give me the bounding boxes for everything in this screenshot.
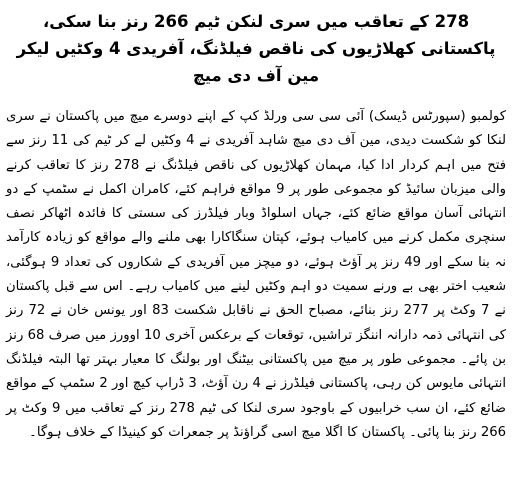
article-body: کولمبو (سپورٹس ڈیسک) آئی سی سی ورلڈ کپ کے اپنے دوسرے میچ میں پاکستان نے سری لنکا کو شکست دیدی، مین آف دی میچ شاہد آفریدی نے 4 وکٹیں لے کر ٹیم کی 11 رنز سے فتح میں اہم کردار ادا کیا، مہمان کھلاڑیوں کی ناقص فیلڈنگ نے 278 رنز کا تعاقب کرنے والی میزبان سائیڈ کو مجموعی طور پر 9 مواقع فراہم کئے، کامران اکمل نے سٹمپ کے دو انتہائی آسان مواقع ضائع کئے، جہاں اسلواڈ وبار فیلڈرز کی سستی کا فائدہ اٹھاکر نصف سنچری مکمل کرنے میں کامیاب ہوئے، کپتان سنگاکارا بھی ملنے والے مواقع کو زیادہ کارآمد نہ بنا سکے اور 49 رنز پر آؤٹ ہوئے، دو میچز میں آفریدی کے شکاروں کی تعداد 9 ہوگئی، شعیب اختر بھی بے ورنے سمیت دو اہم وکٹیں لینے میں کامیاب رہے۔ اس سے قبل پاکستان نے 7 وکٹ پر 277 رنز بنائے، مصباح الحق نے ناقابل شکست 83 اور یونس خان نے 72 رنز کی انتہائی ذمہ دارانہ اننگز تراشیں، توقعات کے برعکس آخری 10 اوورز میں صرف 68 رنز بن پائے۔ مجموعی طور پر میچ میں پاکستانی بیٹنگ اور بولنگ کا معیار بہتر تھا البتہ فیلڈنگ انتہائی مایوس کن رہی، پاکستانی فیلڈرز نے 4 رن آؤٹ، 3 ڈراپ کیچ اور 2 سٹمپ کے مواقع ضائع کئے، ان سب خرابیوں کے باوجود سری لنکا کی ٹیم 278 رنز کے تعاقب میں 9 وکٹ پر 266 رنز بنا پائی۔ پاکستان کا اگلا میچ اسی گراؤنڈ پر جمعرات کو کینیڈا کے خلاف ہوگا۔ [6,109,507,440]
headline: 278 کے تعاقب میں سری لنکن ٹیم 266 رنز بنا سکی، پاکستانی کھلاڑیوں کی ناقص فیلڈنگ، آفریدی 4 وکٹیں لیکر مین آف دی میچ [16,12,496,85]
